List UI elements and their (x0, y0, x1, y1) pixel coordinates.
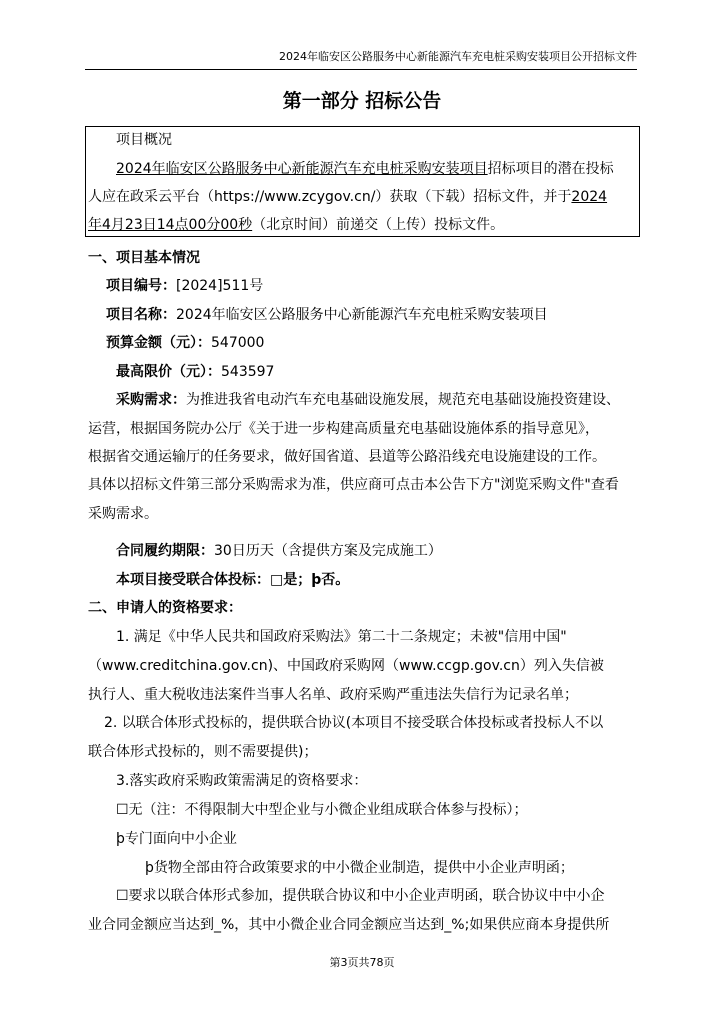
project-code (106, 278, 263, 294)
section1-heading: 一、项目基本情况 (88, 250, 200, 266)
demand-line-4: 具体以招标文件第三部分采购需求为准，供应商可点击本公告下方"浏览采购文件"查看 (88, 477, 619, 493)
policy-option-consortium-line-1: ☐要求以联合体形式参加，提供联合协议和中小企业声明函，联合协议中中小企 (116, 888, 605, 904)
page-title: 第一部分 招标公告 (282, 90, 442, 112)
overview-line-1 (116, 161, 614, 177)
policy-option-sme: þ专门面向中小企业 (116, 831, 237, 847)
requirement-2-line-1: 2. 以联合体形式投标的，提供联合协议(本项目不接受联合体投标或者投标人不以 (104, 715, 604, 731)
demand-line-1 (116, 392, 620, 408)
field-label: 采购需求： (116, 392, 186, 408)
running-header: 2024年临安区公路服务中心新能源汽车充电桩采购安装项目公开招标文件 (279, 50, 637, 63)
requirement-3: 3.落实政府采购政策需满足的资格要求： (116, 773, 368, 789)
overview-text: 人应在政采云平台（https://www.zcygov.cn/）获取（下载）招标文件，并于 (88, 189, 572, 205)
requirement-2-line-2: 联合体形式投标的，则不需要提供)； (88, 744, 318, 760)
requirement-1-line-1: 1. 满足《中华人民共和国政府采购法》第二十二条规定；未被"信用中国" (116, 629, 567, 645)
overview-heading: 项目概况 (116, 132, 172, 148)
field-label: 项目编号： (106, 278, 176, 294)
overview-line-3 (88, 217, 504, 233)
field-value: [2024]511号 (176, 278, 264, 294)
requirement-1-line-2: （www.creditchina.gov.cn)、中国政府采购网（www.ccgp.gov.cn）列入失信被 (88, 658, 604, 674)
budget-amount (106, 335, 264, 351)
overview-text: （北京时间）前递交（上传）投标文件。 (252, 217, 505, 233)
field-label: 合同履约期限： (116, 543, 214, 559)
policy-option-sme-goods: þ货物全部由符合政策要求的中小微企业制造，提供中小企业声明函； (145, 860, 574, 876)
deadline-year: 2024 (571, 189, 608, 205)
max-price (116, 364, 274, 380)
overview-text: 招标项目的潜在投标 (487, 161, 614, 177)
field-label: 预算金额（元）： (106, 335, 211, 351)
field-label: 最高限价（元）： (116, 364, 221, 380)
requirement-1-line-3: 执行人、重大税收违法案件当事人名单、政府采购严重违法失信行为记录名单； (88, 687, 578, 703)
header-divider (85, 69, 637, 70)
demand-line-2: 运营，根据国务院办公厅《关于进一步构建高质量充电基础设施体系的指导意见》， (88, 421, 599, 437)
contract-period (116, 543, 442, 559)
project-name (106, 307, 548, 323)
field-label: 项目名称： (106, 307, 176, 323)
deadline-time: 年4月23日14点00分00秒 (88, 217, 253, 233)
field-value: 30日历天（含提供方案及完成施工） (214, 543, 442, 559)
policy-option-none: ☐无（注：不得限制大中型企业与小微企业组成联合体参与投标）； (116, 802, 528, 818)
page-number: 第3页共78页 (329, 956, 395, 969)
project-name-link: 2024年临安区公路服务中心新能源汽车充电桩采购安装项目 (116, 161, 488, 177)
demand-line-5: 采购需求。 (88, 506, 158, 522)
field-value: 2024年临安区公路服务中心新能源汽车充电桩采购安装项目 (176, 307, 548, 323)
section2-heading: 二、申请人的资格要求： (88, 600, 242, 616)
policy-option-consortium-line-2: 业合同金额应当达到_%，其中小微企业合同金额应当达到_%;如果供应商本身提供所 (88, 917, 610, 933)
field-value: 547000 (211, 335, 265, 351)
field-value: 543597 (221, 364, 275, 380)
overview-line-2 (88, 189, 607, 205)
demand-line-3: 根据省交通运输厅的任务要求，做好国省道、县道等公路沿线充电设施建设的工作。 (88, 449, 606, 465)
consortium-option: 本项目接受联合体投标：□是；þ否。 (116, 572, 350, 588)
field-value: 为推进我省电动汽车充电基础设施发展，规范充电基础设施投资建设、 (186, 392, 620, 408)
